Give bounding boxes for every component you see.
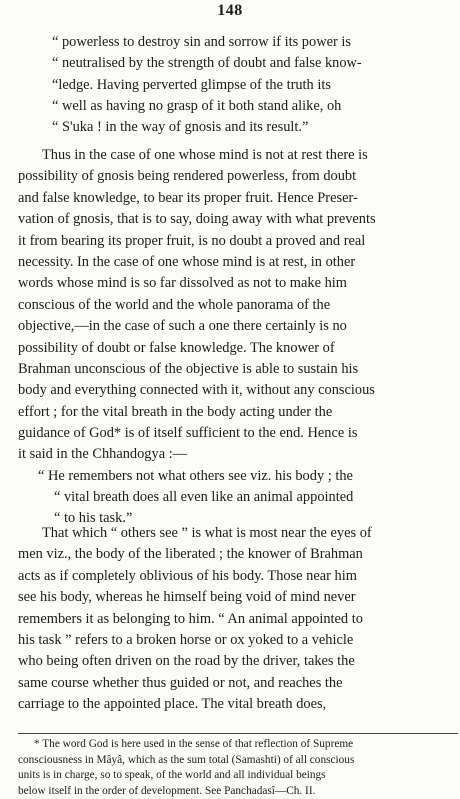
quote-line: “ to his task.” (38, 508, 458, 529)
quote-line: “ powerless to destroy sin and sorrow if its power is (52, 32, 452, 53)
quote-line: “ neutralised by the strength of doubt and false know- (52, 53, 452, 74)
body-line: his task ” refers to a broken horse or ox yoked to a vehicle (18, 630, 458, 651)
quote-line: “ S'uka ! in the way of gnosis and its result.” (52, 117, 452, 138)
body-line: objective,—in the case of such a one there certainly is no (18, 316, 458, 337)
footnote-line: * The word God is here used in the sense of that reflection of Supreme (18, 737, 458, 753)
body-line: Brahman unconscious of the objective is able to sustain his (18, 359, 458, 380)
block-quote-chhandogya (38, 466, 458, 529)
footnote-line: consciousness in Mâyâ, which as the sum total (Samashti) of all conscious (18, 753, 458, 769)
quote-line: “ledge. Having perverted glimpse of the truth its (52, 75, 452, 96)
body-line: possibility of gnosis being rendered powerless, from doubt (18, 166, 458, 187)
body-line: body and everything connected with it, without any conscious (18, 380, 458, 401)
footnote-divider (18, 733, 458, 734)
body-line: remembers it as belonging to him. “ An animal appointed to (18, 609, 458, 630)
footnote-line: below itself in the order of development. See Panchadasî—Ch. II. (18, 784, 458, 799)
quote-line: “ He remembers not what others see viz. his body ; the (38, 466, 458, 487)
footnote-line: units is in charge, so to speak, of the world and all individual beings (18, 768, 458, 784)
body-line: men viz., the body of the liberated ; the knower of Brahman (18, 544, 458, 565)
body-line: see his body, whereas he himself being void of mind never (18, 587, 458, 608)
body-line: words whose mind is so far dissolved as not to make him (18, 273, 458, 294)
body-line: conscious of the world and the whole panorama of the (18, 295, 458, 316)
body-line: carriage to the appointed place. The vital breath does, (18, 694, 458, 715)
body-line: effort ; for the vital breath in the body acting under the (18, 402, 458, 423)
body-line: and false knowledge, to bear its proper fruit. Hence Preser- (18, 188, 458, 209)
paragraph-others-see (18, 523, 458, 716)
footnote (18, 737, 458, 799)
body-line: possibility of doubt or false knowledge. The knower of (18, 338, 458, 359)
body-line: same course whether thus guided or not, and reaches the (18, 673, 458, 694)
page-number: 148 (0, 2, 460, 20)
body-line: who being often driven on the road by the driver, takes the (18, 651, 458, 672)
body-line: it from bearing its proper fruit, is no doubt a proved and real (18, 231, 458, 252)
body-line: guidance of God* is of itself sufficient to the end. Hence is (18, 423, 458, 444)
body-line: acts as if completely oblivious of his body. Those near him (18, 566, 458, 587)
quote-line: “ vital breath does all even like an animal appointed (38, 487, 458, 508)
quote-line: “ well as having no grasp of it both stand alike, oh (52, 96, 452, 117)
body-line: That which “ others see ” is what is most near the eyes of (18, 523, 458, 544)
body-line: vation of gnosis, that is to say, doing away with what prevents (18, 209, 458, 230)
body-line: it said in the Chhandogya :— (18, 444, 458, 465)
paragraph-preservation-of-gnosis (18, 145, 458, 466)
body-line: Thus in the case of one whose mind is not at rest there is (18, 145, 458, 166)
body-line: necessity. In the case of one whose mind is at rest, in other (18, 252, 458, 273)
block-quote-suka (52, 32, 452, 138)
